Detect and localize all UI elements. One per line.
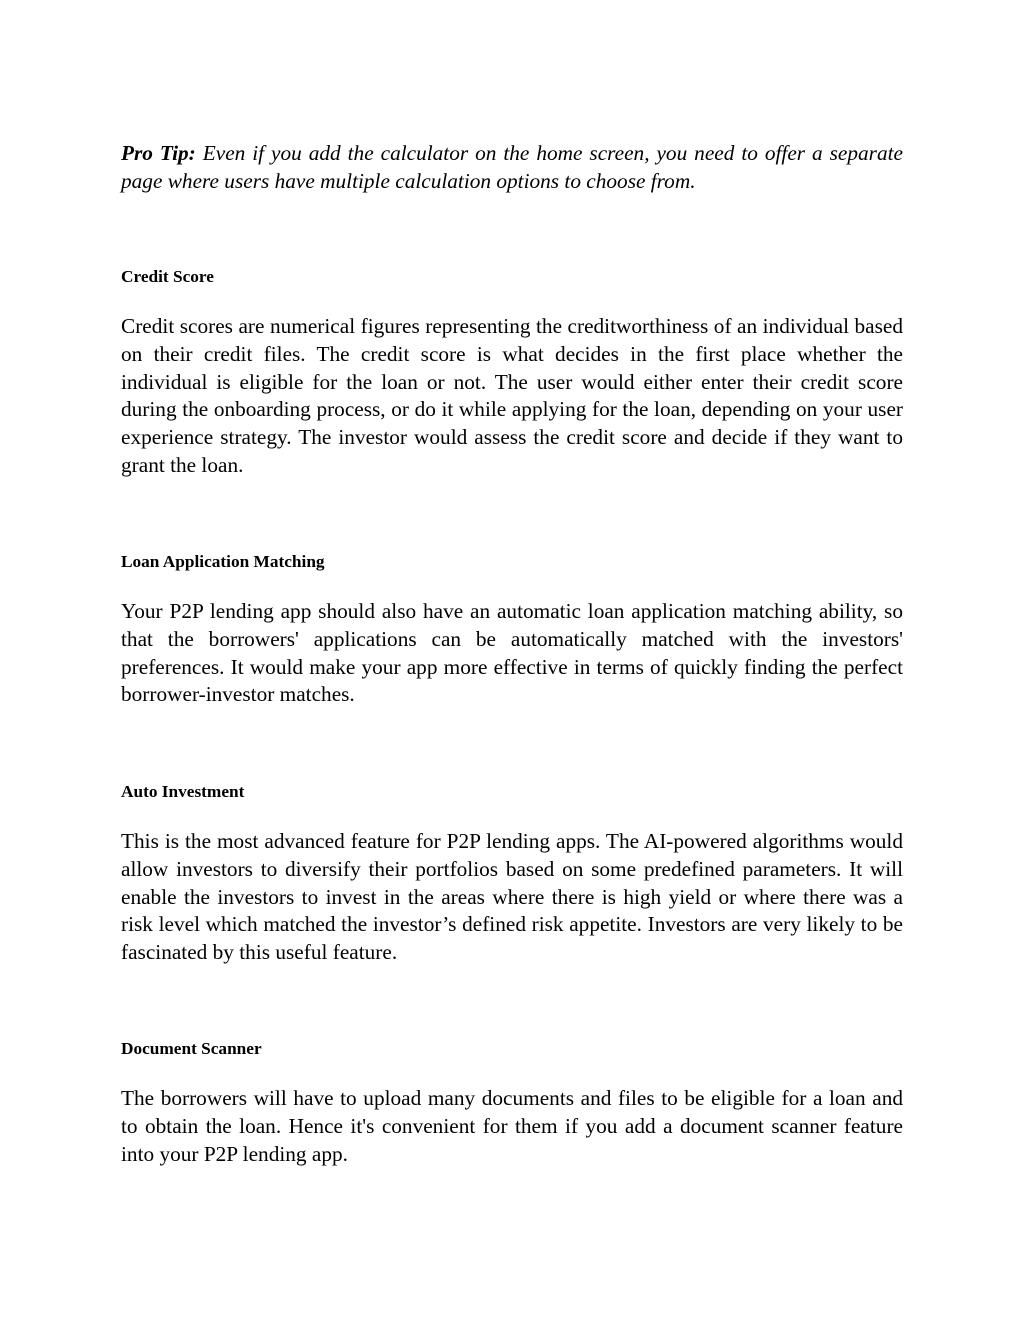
section-body-credit-score: Credit scores are numerical figures representing the creditworthiness of an individual based on their credit files. The credit score is what decides in the first place whether the individual is eligible for the loan or not. The user would either enter their credit score during the onboarding process, or do it while applying for the loan, depending on your user experience strategy. The investor would assess the credit score and decide if they want to grant the loan. [121, 314, 903, 477]
section-body-loan-application-matching: Your P2P lending app should also have an automatic loan application matching ability, so that the borrowers' applications can be automatically matched with the investors' preferences. It would make your app more effective in terms of quickly finding the perfect borrower-investor matches. [121, 599, 903, 707]
section-body-auto-investment: This is the most advanced feature for P2P lending apps. The AI-powered algorithms would allow investors to diversify their portfolios based on some predefined parameters. It will enable the investors to invest in the areas where there is high yield or where there was a risk level which matched the investor’s defined risk appetite. Investors are very likely to be fascinated by this useful feature. [121, 829, 903, 965]
pro-tip-lead: Pro Tip: [121, 141, 196, 165]
section-heading-loan-application-matching: Loan Application Matching [121, 552, 325, 571]
section-heading-auto-investment: Auto Investment [121, 782, 245, 801]
document-page [121, 0, 903, 1325]
pro-tip-paragraph [121, 139, 903, 195]
pro-tip-text: Even if you add the calculator on the home screen, you need to offer a separate page where users have multiple calculation options to choose from. [121, 141, 903, 193]
section-body-document-scanner: The borrowers will have to upload many documents and files to be eligible for a loan and to obtain the loan. Hence it's convenient for them if you add a document scanner feature into your P2P lending app. [121, 1086, 903, 1166]
section-heading-document-scanner: Document Scanner [121, 1039, 262, 1058]
section-heading-credit-score: Credit Score [121, 267, 214, 286]
